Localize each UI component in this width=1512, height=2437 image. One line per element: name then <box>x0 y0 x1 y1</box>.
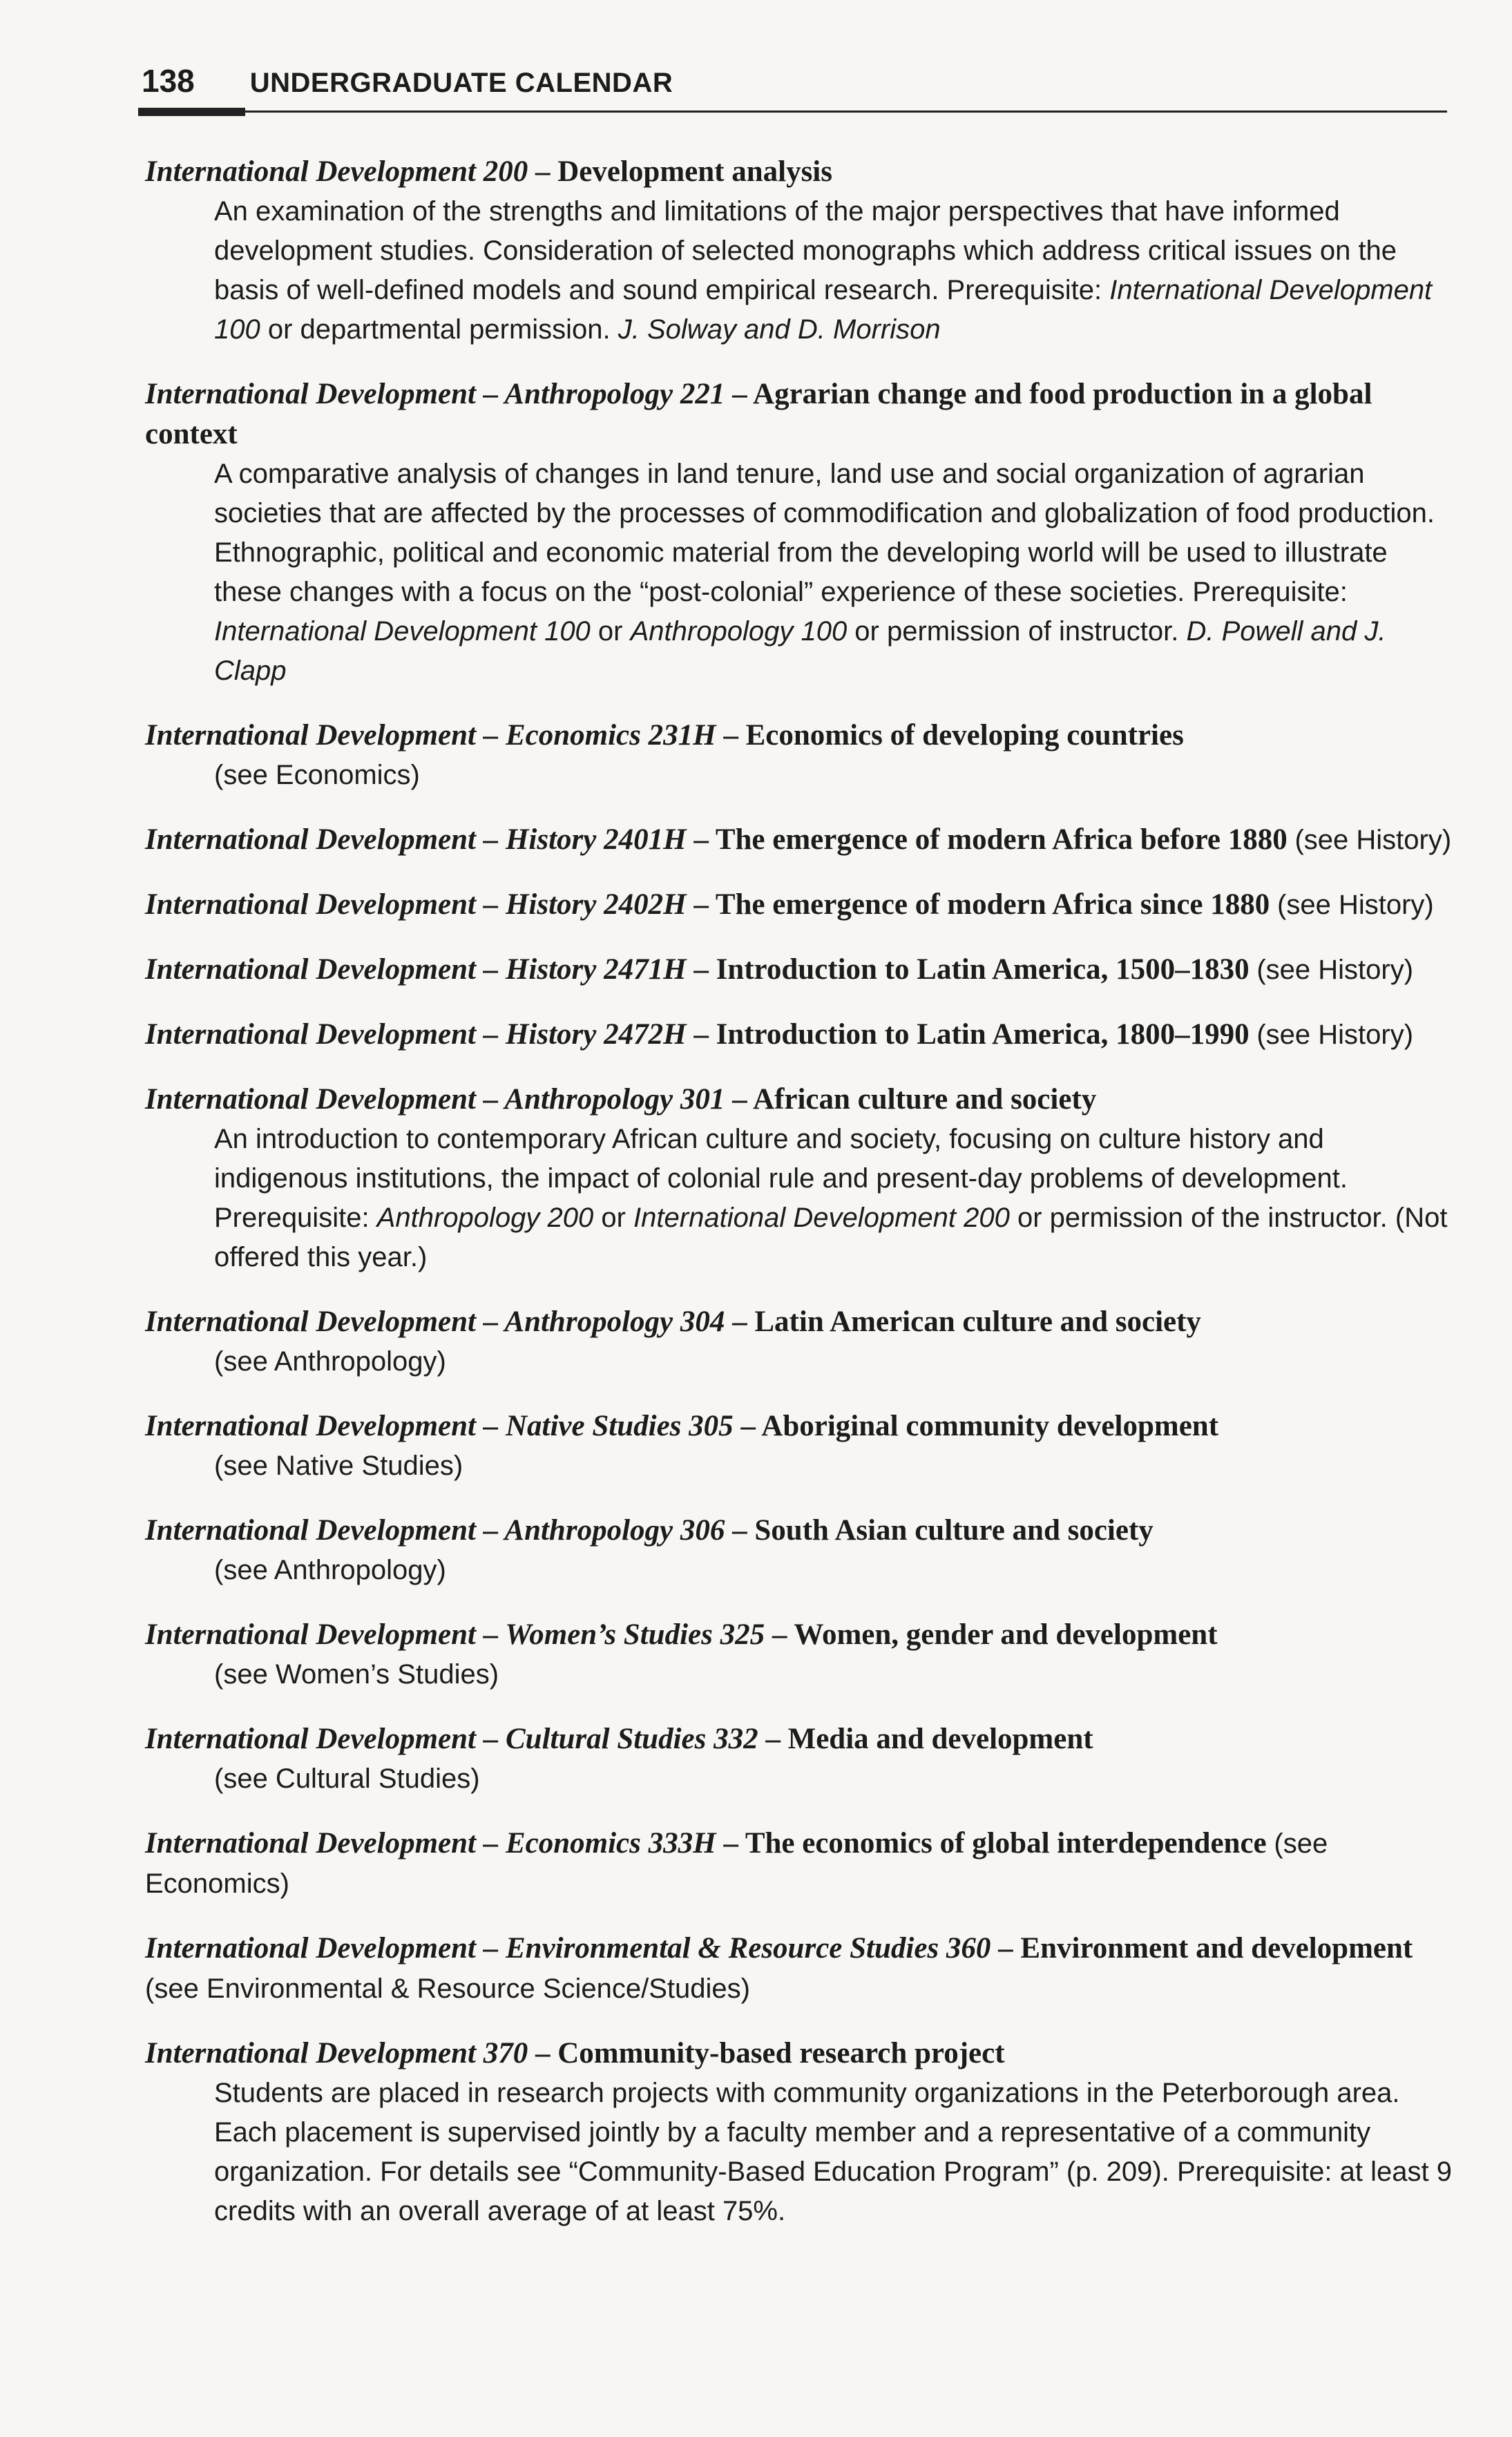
description-text: or departmental permission. <box>260 314 618 345</box>
description-text: A comparative analysis of changes in land tenure, land use and social organization of agrarian societies that are affected by the processes of commodification and globalization of food production. Ethnographic, political and economic material from the developing world will be used to illustrate these changes with a focus on the “post-colonial” experience of these societies. Prerequisite: <box>214 459 1435 607</box>
course-title: Introduction to Latin America, 1500–1830 <box>716 953 1250 986</box>
course-code: International Development – Women’s Studies 325 <box>145 1618 765 1651</box>
course-title: The economics of global interdependence <box>745 1827 1267 1860</box>
course-entry <box>145 1929 1454 2009</box>
italic-text: Anthropology 100 <box>630 616 848 647</box>
course-code: International Development – Economics 333H <box>145 1827 716 1860</box>
description-text: (see Economics) <box>214 760 420 790</box>
course-entry <box>145 2034 1454 2231</box>
description-text: An introduction to contemporary African culture and society, focusing on culture history and indigenous institutions, the impact of colonial rule and present-day problems of development. Prerequisite: <box>214 1124 1348 1233</box>
course-heading: International Development – Anthropology 301 – African culture and society <box>145 1083 1097 1116</box>
course-heading: International Development 200 – Development analysis <box>145 155 832 188</box>
course-entry <box>145 1302 1454 1382</box>
course-title: Women, gender and development <box>794 1618 1218 1651</box>
page-number: 138 <box>142 63 195 99</box>
see-reference: (see Economics) <box>145 1828 1328 1899</box>
course-entry <box>145 1824 1454 1904</box>
course-heading: International Development – Women’s Studies 325 – Women, gender and development <box>145 1618 1218 1651</box>
course-heading: International Development – History 2402H – The emergence of modern Africa since 1880 (see History) <box>145 888 1434 921</box>
course-code: International Development – History 2401H <box>145 823 687 856</box>
course-code: International Development – History 2402H <box>145 888 687 921</box>
course-description <box>214 1342 1454 1382</box>
course-description <box>214 756 1454 795</box>
see-reference: (see History) <box>1256 1020 1414 1050</box>
course-heading: International Development – Anthropology 304 – Latin American culture and society <box>145 1306 1201 1338</box>
course-description <box>214 1759 1454 1799</box>
course-title: South Asian culture and society <box>754 1514 1154 1547</box>
italic-text: International Development 100 <box>214 616 591 647</box>
course-description <box>214 2074 1454 2231</box>
course-code: International Development – Economics 231H <box>145 719 716 752</box>
description-text: (see Native Studies) <box>214 1451 463 1481</box>
course-code: International Development – Anthropology 301 <box>145 1083 725 1116</box>
course-heading: International Development 370 – Community-based research project <box>145 2037 1005 2070</box>
course-entry <box>145 950 1454 990</box>
course-code: International Development – History 2471H <box>145 953 687 986</box>
course-title: The emergence of modern Africa since 1880 <box>715 888 1270 921</box>
course-description <box>214 1551 1454 1590</box>
course-description <box>214 192 1454 350</box>
course-title: Community-based research project <box>557 2037 1005 2070</box>
course-title: Economics of developing countries <box>745 719 1184 752</box>
course-entry <box>145 1615 1454 1694</box>
course-title: Latin American culture and society <box>754 1306 1201 1338</box>
italic-text: D. Powell and J. Clapp <box>214 616 1386 686</box>
course-heading: International Development – History 2401H – The emergence of modern Africa before 1880 (see History) <box>145 823 1452 856</box>
course-title: Environment and development <box>1020 1932 1413 1965</box>
description-text: or <box>593 1203 634 1233</box>
course-title: The emergence of modern Africa before 1880 <box>715 823 1288 856</box>
course-heading: International Development – Cultural Studies 332 – Media and development <box>145 1723 1093 1755</box>
course-code: International Development – History 2472H <box>145 1018 687 1051</box>
course-entry <box>145 820 1454 860</box>
course-description <box>214 1446 1454 1486</box>
course-entry <box>145 152 1454 350</box>
course-title: Media and development <box>787 1723 1093 1755</box>
page-header <box>142 62 1454 99</box>
description-text: or <box>590 616 631 647</box>
course-title: Aboriginal community development <box>761 1410 1219 1442</box>
description-text: or permission of the instructor. (Not offered this year.) <box>214 1203 1448 1272</box>
course-entry <box>145 1080 1454 1277</box>
italic-text: J. Solway and D. Morrison <box>618 314 941 345</box>
course-entry <box>145 1015 1454 1055</box>
course-title: Agrarian change and food production in a global context <box>145 378 1372 450</box>
course-description <box>214 1120 1454 1277</box>
course-code: International Development – Anthropology 306 <box>145 1514 725 1547</box>
running-title: UNDERGRADUATE CALENDAR <box>249 68 673 98</box>
course-entry <box>145 716 1454 795</box>
course-entry <box>145 1406 1454 1486</box>
course-code: International Development – Cultural Studies 332 <box>145 1723 758 1755</box>
italic-text: International Development 200 <box>633 1203 1010 1233</box>
course-heading: International Development – Anthropology 306 – South Asian culture and society <box>145 1514 1154 1547</box>
course-code: International Development – Anthropology 304 <box>145 1306 725 1338</box>
course-title: Introduction to Latin America, 1800–1990 <box>716 1018 1250 1051</box>
course-code: International Development – Environmental & Resource Studies 360 <box>145 1932 991 1965</box>
italic-text: International Development 100 <box>214 275 1433 345</box>
course-heading: International Development – Anthropology 221 – Agrarian change and food production in a global context <box>145 378 1372 450</box>
course-code: International Development 200 <box>145 155 528 188</box>
course-entry <box>145 1719 1454 1799</box>
italic-text: Anthropology 200 <box>376 1203 594 1233</box>
description-text: (see Anthropology) <box>214 1346 446 1377</box>
description-text: (see Women’s Studies) <box>214 1659 499 1690</box>
description-text: An examination of the strengths and limitations of the major perspectives that have informed development studies. Consideration of selected monographs which address critical issues on the basis of well-defined models and sound empirical research. Prerequisite: <box>214 196 1397 305</box>
description-text: Students are placed in research projects with community organizations in the Peterborough area. Each placement is supervised jointly by a faculty member and a representative of a community organization. For details see “Community-Based Education Program” (p. 209). Prerequisite: at least 9 credits with an overall average of at least 75%. <box>214 2078 1452 2226</box>
course-title: Development analysis <box>557 155 832 188</box>
header-rule <box>138 111 1447 113</box>
course-title: African culture and society <box>753 1083 1097 1116</box>
see-reference: (see History) <box>1294 825 1452 855</box>
see-reference: (see Environmental & Resource Science/Studies) <box>145 1974 750 2004</box>
course-heading: International Development – Environmental & Resource Studies 360 – Environment and development (see Environmental & Resource Science/Studies) <box>145 1932 1413 2004</box>
course-description <box>214 455 1454 691</box>
description-text: (see Cultural Studies) <box>214 1764 480 1794</box>
course-entry <box>145 1511 1454 1590</box>
course-code: International Development – Anthropology 221 <box>145 378 725 410</box>
see-reference: (see History) <box>1256 955 1414 985</box>
course-code: International Development – Native Studies 305 <box>145 1410 734 1442</box>
course-heading: International Development – Economics 231H – Economics of developing countries <box>145 719 1184 752</box>
course-heading: International Development – Native Studies 305 – Aboriginal community development <box>145 1410 1219 1442</box>
course-description <box>214 1655 1454 1694</box>
course-heading: International Development – History 2471H – Introduction to Latin America, 1500–1830 (see History) <box>145 953 1414 986</box>
course-list <box>145 152 1454 2256</box>
course-entry <box>145 885 1454 925</box>
course-entry <box>145 374 1454 691</box>
description-text: or permission of instructor. <box>847 616 1187 647</box>
see-reference: (see History) <box>1277 890 1434 920</box>
course-heading: International Development – Economics 333H – The economics of global interdependence (see Economics) <box>145 1827 1328 1899</box>
description-text: (see Anthropology) <box>214 1555 446 1585</box>
course-heading: International Development – History 2472H – Introduction to Latin America, 1800–1990 (see History) <box>145 1018 1414 1051</box>
course-code: International Development 370 <box>145 2037 528 2070</box>
